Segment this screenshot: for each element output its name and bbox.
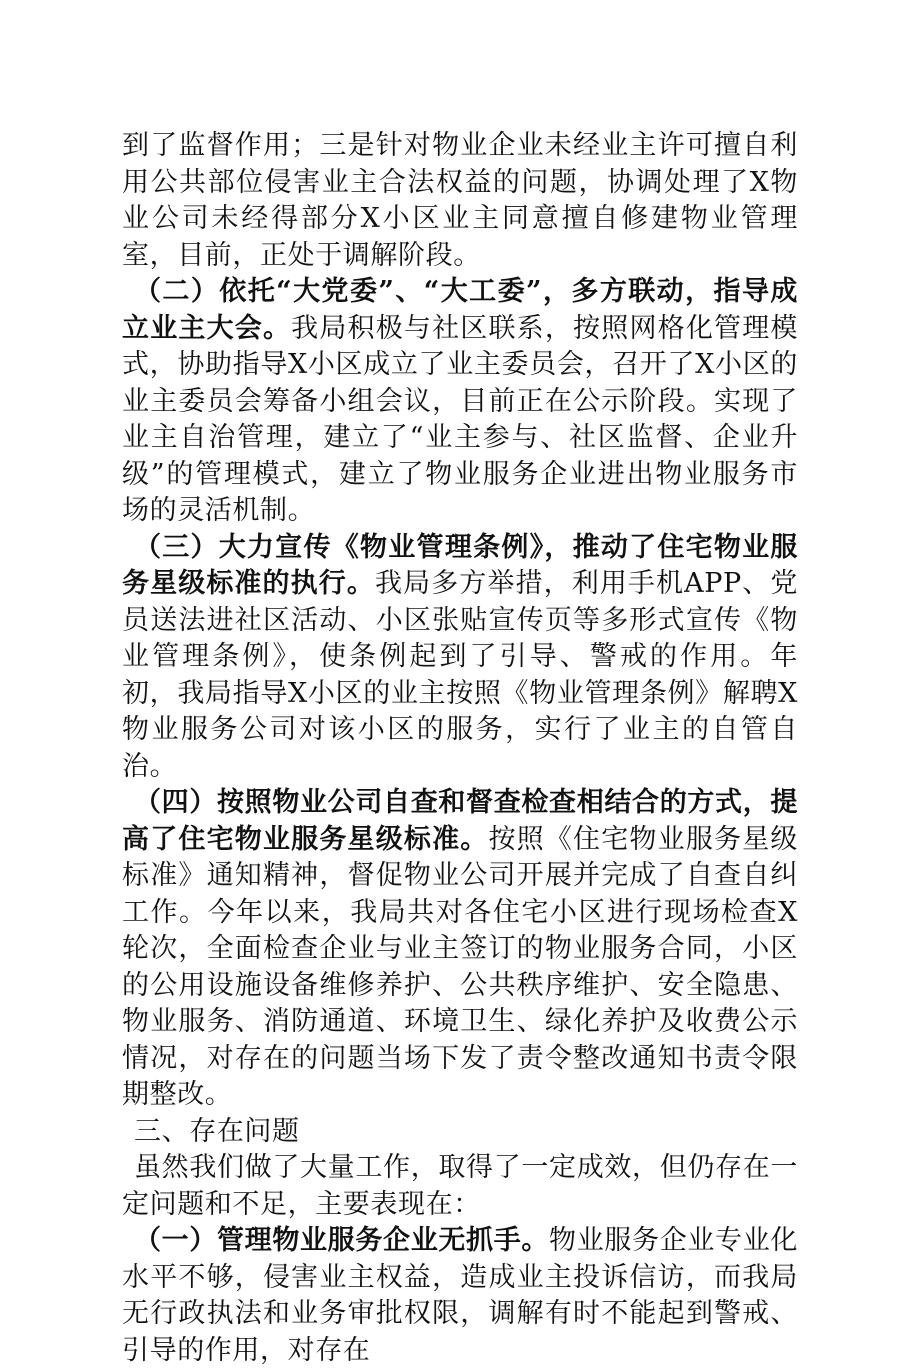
paragraph-text: 我局多方举措，利用手机APP、党员送法进社区活动、小区张贴宣传页等多形式宣传《物业管理条例》，使条例起到了引导、警戒的作用。年初，我局指导X小区的业主按照《物业管理条例》解聘X物业服务公司对该小区的服务，实行了业主的自管自治。 — [122, 568, 798, 782]
paragraph-lead: （三）大力宣传《物业管理条例》，推动了住宅物业服务星级标准的执行。 — [122, 531, 798, 599]
paragraph-regulation-publicity — [122, 530, 798, 786]
paragraph-text: 到了监督作用；三是针对物业企业未经业主许可擅自利用公共部位侵害业主合法权益的问题，协调处理了X物业公司未经得部分X小区业主同意擅自修建物业管理室，目前，正处于调解阶段。 — [122, 130, 798, 271]
paragraph-problem-one — [122, 1223, 798, 1369]
paragraph-lead: （一）管理物业服务企业无抓手。 — [134, 1225, 550, 1256]
paragraph-lead: （二）依托“大党委”、“大工委”，多方联动，指导成立业主大会。 — [122, 276, 798, 344]
paragraph-supervision-continued — [122, 128, 798, 274]
paragraph-owners-assembly — [122, 274, 798, 530]
paragraph-text: 按照《住宅物业服务星级标准》通知精神，督促物业公司开展并完成了自查自纠工作。今年以来，我局共对各住宅小区进行现场检查X轮次，全面检查企业与业主签订的物业服务合同，小区的公用设施设备维修养护、公共秩序维护、安全隐患、物业服务、消防通道、环境卫生、绿化养护及收费公示情况，对存在的问题当场下发了责令整改通知书责令限期整改。 — [122, 823, 798, 1110]
paragraph-lead: （四）按照物业公司自查和督查检查相结合的方式，提高了住宅物业服务星级标准。 — [122, 787, 798, 855]
paragraph-inspection — [122, 785, 798, 1114]
section-heading-problems: 三、存在问题 — [134, 1115, 300, 1147]
paragraph-problems-intro — [122, 1150, 798, 1223]
paragraph-text: 物业服务企业专业化水平不够，侵害业主权益，造成业主投诉信访，而我局无行政执法和业务审批权限，调解有时不能起到警戒、引导的作用，对存在 — [122, 1225, 799, 1366]
paragraph-text: 我局积极与社区联系，按照网格化管理模式，协助指导X小区成立了业主委员会，召开了X小区的业主委员会筹备小组会议，目前正在公示阶段。实现了业主自治管理，建立了“业主参与、社区监督、企业升级”的管理模式，建立了物业服务企业进出物业服务市场的灵活机制。 — [122, 312, 798, 526]
document-body — [122, 128, 798, 1369]
paragraph-text: 虽然我们做了大量工作，取得了一定成效，但仍存在一定问题和不足，主要表现在： — [122, 1152, 798, 1220]
